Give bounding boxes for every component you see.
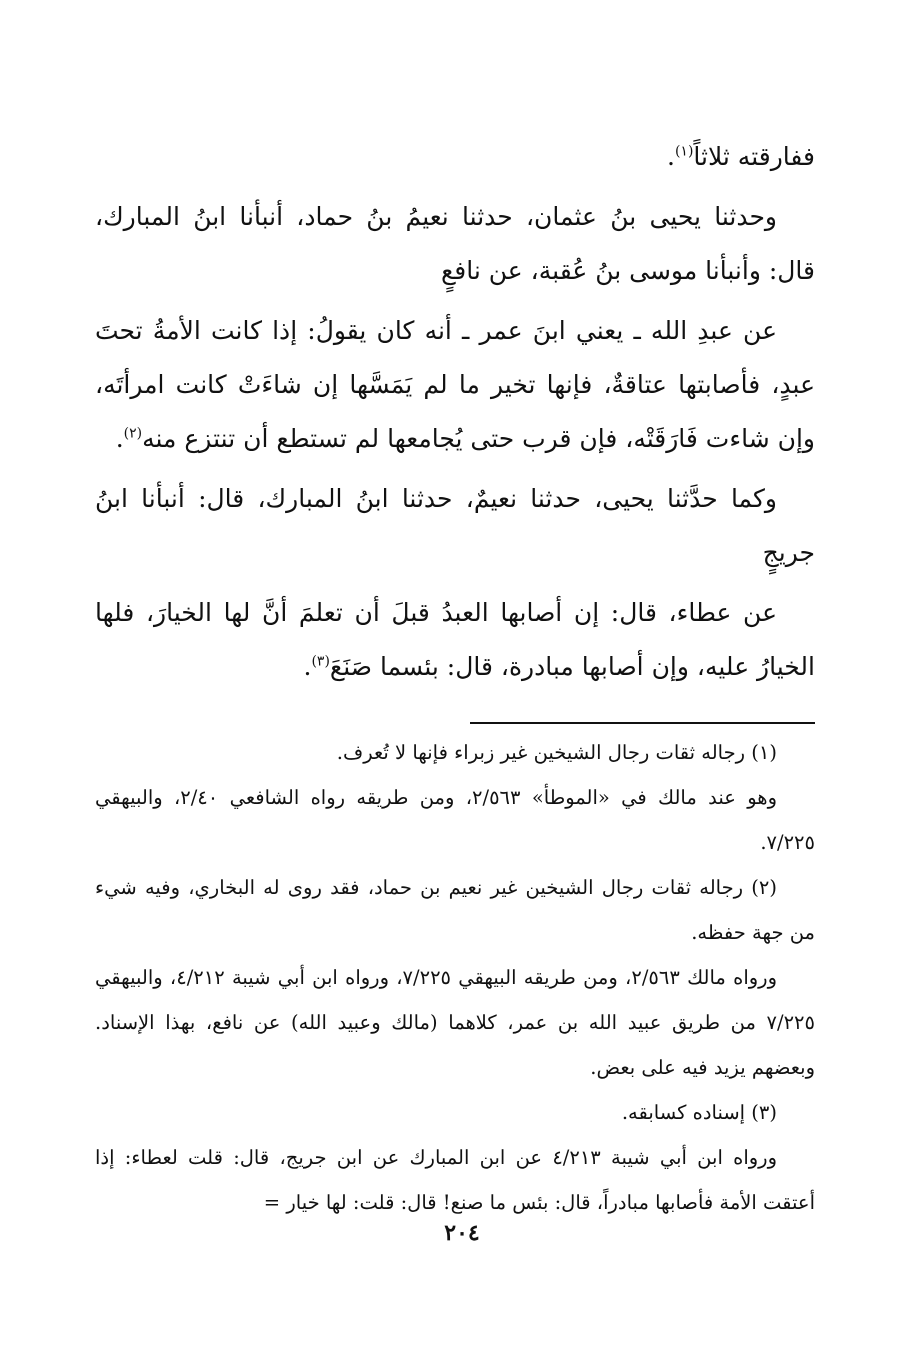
paragraph-4: وكما حدَّثنا يحيى، حدثنا نعيمٌ، حدثنا ابنُ المبارك، قال: أنبأنا ابنُ جريجٍ [95, 484, 815, 567]
paragraph-1-end: . [666, 142, 675, 171]
paragraph-1 [95, 130, 815, 184]
paragraph-5-end: . [303, 652, 312, 681]
footnote-1: (١) رجاله ثقات رجال الشيخين غير زبراء فإنها لا تُعرف. [336, 741, 777, 764]
book-page [95, 130, 815, 1290]
footnote-2-source: ورواه مالك ٢/٥٦٣، ومن طريقه البيهقي ٧/٢٢٥، ورواه ابن أبي شيبة ٤/٢١٢، والبيهقي ٧/٢٢٥ من طريق عبيد الله بن عمر، كلاهما (مالك وعبيد الله) عن نافع، بهذا الإسناد. وبعضهم يزيد فيه على بعض. [95, 966, 815, 1079]
footnote-3: (٣) إسناده كسابقه. [621, 1101, 777, 1124]
footnote-divider [470, 722, 815, 724]
paragraph-3-end: . [115, 424, 124, 453]
footnote-3-source: ورواه ابن أبي شيبة ٤/٢١٣ عن ابن المبارك عن ابن جريج، قال: قلت لعطاء: إذا أعتقت الأمة فأصابها مبادراً، قال: بئس ما صنع! قال: قلت: لها خيار = [95, 1146, 815, 1214]
page-number: ٢٠٤ [444, 1220, 480, 1246]
footnote-ref-3: (٣) [311, 653, 330, 670]
footnote-ref-2: (٢) [123, 425, 143, 442]
footnote-2: (٢) رجاله ثقات رجال الشيخين غير نعيم بن حماد، فقد روى له البخاري، وفيه شيء من جهة حفظه. [95, 876, 815, 944]
paragraph-3-text: عن عبدِ الله ـ يعني ابنَ عمر ـ أنه كان يقولُ: إذا كانت الأمةُ تحتَ عبدٍ، فأصابتها عتاقةٌ، فإنها تخير ما لم يَمَسَّها إن شاءَتْ كانت امرأتَه، وإن شاءت فَارَقَتْه، فإن قرب حتى يُجامعها لم تستطع أن تنتزع منه [95, 316, 815, 453]
footnotes [95, 730, 815, 1225]
paragraph-1-text: ففارقته ثلاثاً [693, 142, 815, 171]
paragraph-3 [95, 304, 815, 466]
footnote-ref-1: (١) [674, 143, 694, 160]
paragraph-5 [95, 586, 815, 694]
main-text [95, 130, 815, 694]
paragraph-2: وحدثنا يحيى بنُ عثمان، حدثنا نعيمُ بنُ حماد، أنبأنا ابنُ المبارك، قال: وأنبأنا موسى بنُ عُقبة، عن نافعٍ [95, 202, 815, 285]
paragraph-5-text: عن عطاء، قال: إن أصابها العبدُ قبلَ أن تعلمَ أنَّ لها الخيارَ، فلها الخيارُ عليه، وإن أصابها مبادرة، قال: بئسما صَنَعَ [95, 598, 815, 681]
footnote-1-source: وهو عند مالك في «الموطأ» ٢/٥٦٣، ومن طريقه رواه الشافعي ٢/٤٠، والبيهقي ٧/٢٢٥. [95, 786, 815, 854]
